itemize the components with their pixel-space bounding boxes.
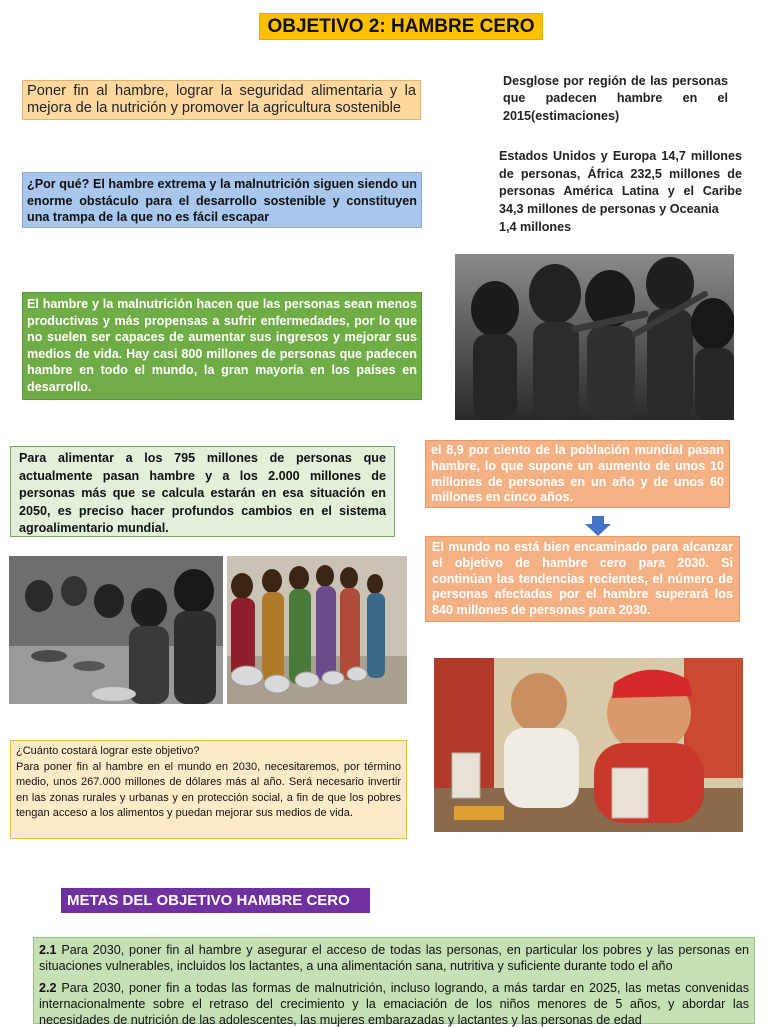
meta-text: Para 2030, poner fin al hambre y asegurar el acceso de todas las personas, en particular los pobres y las personas en situaciones vulnerables, incluidos los lactantes, a una alimentación sana, nutritiva y suficiente durante todo el año <box>39 943 749 974</box>
meta-text: Para 2030, poner fin a todas las formas de malnutrición, incluso logrando, a más tardar en 2025, las metas convenidas internacionalmente sobre el retraso del crecimiento y la emaciación de los niños menores de 5 años, y abordar las necesidades de nutrición de las adolescentes, las mujeres embarazadas y lactantes y las personas de edad <box>39 980 749 1028</box>
metas-title: METAS DEL OBJETIVO HAMBRE CERO <box>61 888 370 913</box>
regiones-main: Estados Unidos y Europa 14,7 millones de personas, África 232,5 millones de personas América Latina y el Caribe 34,3 millones de personas y Oceania <box>499 149 742 217</box>
regiones-end: 1,4 millones <box>499 219 572 234</box>
meta-item <box>39 942 749 975</box>
intro-box: Poner fin al hambre, lograr la seguridad alimentaria y la mejora de la nutrición y promover la agricultura sostenible <box>22 80 421 120</box>
cuanto-box <box>10 740 407 839</box>
alimentar-box: Para alimentar a los 795 millones de personas que actualmente pasan hambre y a los 2.000 millones de personas más que se calcula estarán en esa situación en 2050, es preciso hacer profundos cambios en el sistema agroalimentario mundial. <box>10 446 395 537</box>
desglose-text: Desglose por región de las personas que padecen hambre en el 2015(estimaciones) <box>503 74 728 123</box>
photo-fast-food-children <box>434 658 743 832</box>
mundo-box: El mundo no está bien encaminado para alcanzar el objetivo de hambre cero para 2030. Si continúan las tendencias recientes, el número de personas afectadas por el hambre superará los 840 millones de personas para 2030. <box>425 536 740 622</box>
photo-hungry-children <box>455 254 734 420</box>
regiones-text <box>499 148 742 237</box>
cuanto-title: ¿Cuánto costará lograr este objetivo? <box>16 745 200 757</box>
down-arrow-icon <box>585 516 611 536</box>
photo-children-plates <box>227 556 407 704</box>
meta-number: 2.2 <box>39 980 57 995</box>
metas-box <box>33 937 755 1028</box>
meta-item <box>39 980 749 1028</box>
photo-children-bowls-bw <box>9 556 223 704</box>
consecuencias-box: El hambre y la malnutrición hacen que las personas sean menos productivas y más propensas a sufrir enfermedades, por lo que no suelen ser capaces de aumentar sus ingresos y mejorar sus medios de vida. Hay casi 800 millones de personas que padecen hambre en todo el mundo, la gran mayoría en los países en desarrollo. <box>22 292 422 400</box>
porcentaje-box: el 8,9 por ciento de la población mundial pasan hambre, lo que supone un aumento de unos 10 millones de personas en un año y de unos 60 millones en cinco años. <box>425 440 730 508</box>
meta-number: 2.1 <box>39 943 57 957</box>
cuanto-text: Para poner fin al hambre en el mundo en 2030, necesitaremos, por término medio, unos 267.000 millones de dólares más al año. Será necesario invertir en las zonas rurales y urbanas y en protección social, a fin de que los pobres tengan acceso a los alimentos y puedan mejorar sus medios de vida. <box>16 760 401 820</box>
porque-box: ¿Por qué? El hambre extrema y la malnutrición siguen siendo un enorme obstáculo para el desarrollo sostenible y constituyen una trampa de la que no es fácil escapar <box>22 172 422 228</box>
page-title: OBJETIVO 2: HAMBRE CERO <box>259 13 543 40</box>
